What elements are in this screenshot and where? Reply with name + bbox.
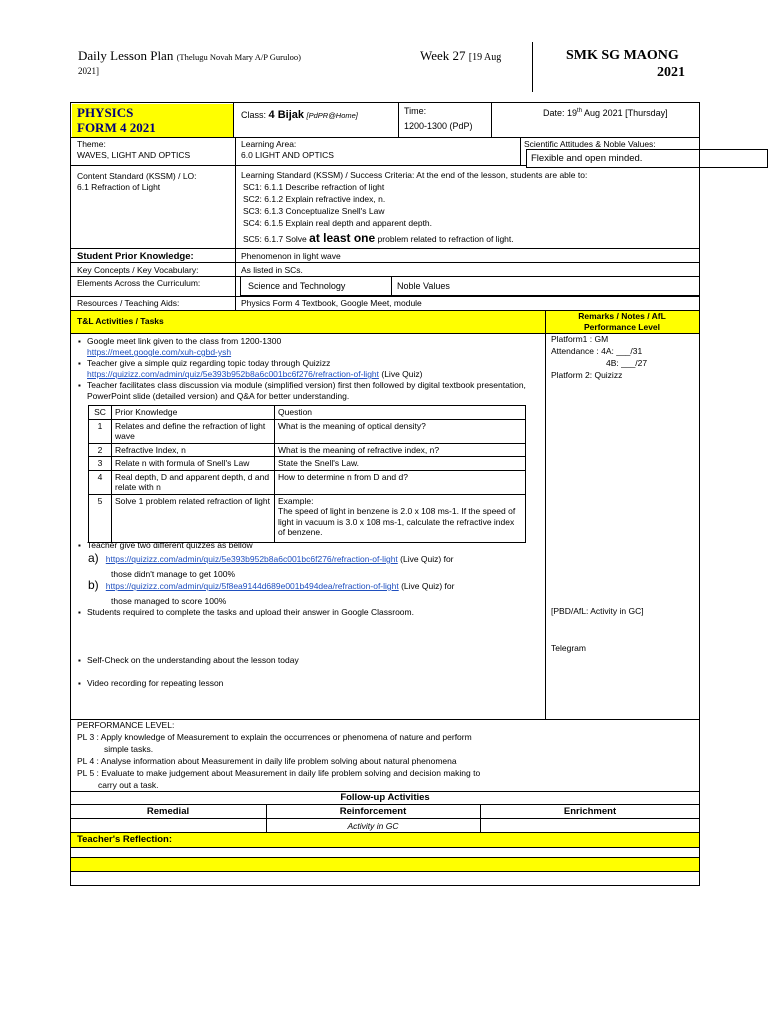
prior-knowledge-value: Phenomenon in light wave: [241, 251, 341, 261]
week-number: Week 27: [420, 48, 466, 63]
platform1: Platform1 : GM: [551, 334, 609, 344]
header-divider: [532, 42, 533, 92]
quiz-a-note: those didn't manage to get 100%: [111, 569, 236, 579]
telegram: Telegram: [551, 643, 586, 653]
attendance: Attendance : 4A: ___/31: [551, 346, 643, 356]
reinforcement-header: Reinforcement: [339, 806, 407, 817]
reflection-line-1: [71, 858, 699, 871]
followup-title: Follow-up Activities: [340, 792, 430, 803]
activity-video: ▪ Video recording for repeating lesson: [78, 678, 540, 689]
remedial-header: Remedial: [146, 806, 190, 817]
learning-std-label: Learning Standard (KSSM) / Success Criteria: At the end of the lesson, students are able to:: [241, 170, 588, 180]
sci-attitude-value: Flexible and open minded.: [531, 153, 643, 164]
quiz-link[interactable]: https://quizizz.com/admin/quiz/5e393b952b8a6c001bc6f276/refraction-of-light: [87, 369, 380, 379]
content-std-value: 6.1 Refraction of Light: [77, 182, 161, 192]
subject-form: FORM 4 2021: [77, 120, 156, 135]
week-date: [19 Aug: [468, 52, 502, 63]
pl3: PL 3 : Apply knowledge of Measurement to explain the occurrences or phenomena of nature and perform: [77, 732, 472, 742]
activity-list-bottom: [78, 607, 540, 618]
sc2: SC2: 6.1.2 Explain refractive index, n.: [243, 194, 386, 204]
class-label: Class:: [241, 110, 267, 120]
sc-table: [88, 405, 526, 543]
performance-label: PERFORMANCE LEVEL:: [77, 720, 175, 730]
theme-value: WAVES, LIGHT AND OPTICS: [77, 150, 191, 160]
resources-value: Physics Form 4 Textbook, Google Meet, module: [241, 298, 422, 308]
pl4: PL 4 : Analyse information about Measurement in daily life problem solving about natural phenomena: [77, 756, 457, 766]
lesson-date: Date: 19th Aug 2021 [Thursday]: [543, 108, 668, 118]
time-value: 1200-1300 (PdP): [404, 121, 473, 131]
remarks-header-1: Remarks / Notes / AfL: [578, 311, 666, 321]
quiz-a: a) https://quizizz.com/admin/quiz/5e393b952b8a6c001bc6f276/refraction-of-light (Live Quiz) for: [88, 551, 454, 565]
pbd-afl: [PBD/AfL: Activity in GC]: [551, 606, 644, 616]
table-row: 3 Relate n with formula of Snell's Law State the Snell's Law.: [89, 457, 526, 471]
attendance-4b: 4B: ___/27: [606, 358, 648, 368]
activity-list-top: [78, 336, 540, 402]
pl5: PL 5 : Evaluate to make judgement about Measurement in daily life problem solving and decision making to: [77, 768, 481, 778]
meet-link[interactable]: https://meet.google.com/xuh-cgbd-ysh: [87, 347, 232, 357]
class-mode: [PdPR@Home]: [306, 111, 358, 120]
sc4: SC4: 6.1.5 Explain real depth and apparent depth.: [243, 218, 433, 228]
activity-meet: ▪ Google meet link given to the class from 1200-1300 https://meet.google.com/xuh-cgbd-ysh: [78, 336, 540, 358]
pl5-cont: carry out a task.: [98, 780, 159, 790]
eac-value-1: Science and Technology: [248, 281, 346, 291]
school-name: SMK SG MAONG: [566, 48, 679, 63]
key-concepts-label: Key Concepts / Key Vocabulary:: [77, 265, 199, 275]
quiz-b-note: those managed to score 100%: [111, 596, 227, 606]
activity-quizzes: [78, 540, 540, 551]
activity-quiz: ▪ Teacher give a simple quiz regarding topic today through Quizizz https://quizizz.com/admin/quiz/5e393b952b8a6c001bc6f276/refraction-of-light (Live Quiz): [78, 358, 540, 380]
quiz-b: b) https://quizizz.com/admin/quiz/5f8ea9144d689e001b494dea/refraction-of-light (Live Quiz) for: [88, 578, 455, 592]
table-row: 1 Relates and define the refraction of light wave What is the meaning of optical density?: [89, 419, 526, 443]
area-value: 6.0 LIGHT AND OPTICS: [241, 150, 334, 160]
eac-value-2: Noble Values: [397, 281, 450, 291]
theme-label: Theme:: [77, 139, 106, 149]
activity-self-check: ▪ Self-Check on the understanding about the lesson today: [78, 655, 540, 666]
content-std-label: Content Standard (KSSM) / LO:: [77, 171, 197, 181]
teacher-name: (Thelugu Novah Mary A/P Guruloo): [176, 52, 301, 62]
pl3-cont: simple tasks.: [104, 744, 154, 754]
time-label: Time:: [404, 106, 427, 116]
quiz-b-link[interactable]: https://quizizz.com/admin/quiz/5f8ea9144d689e001b494dea/refraction-of-light: [105, 581, 399, 591]
resources-label: Resources / Teaching Aids:: [77, 298, 180, 308]
plan-year: 2021]: [78, 66, 99, 76]
quiz-a-link[interactable]: https://quizizz.com/admin/quiz/5e393b952b8a6c001bc6f276/refraction-of-light: [105, 554, 398, 564]
activities-title: T&L Activities / Tasks: [77, 316, 164, 326]
sc-table-header: SC Prior Knowledge Question: [89, 406, 526, 420]
activity-two-quizzes: ▪ Teacher give two different quizzes as bellow: [78, 540, 540, 551]
reinforcement-value: Activity in GC: [347, 821, 399, 831]
class-info: [241, 110, 358, 121]
table-row: 2 Refractive Index, n What is the meaning of refractive index, n?: [89, 443, 526, 457]
enrichment-header: Enrichment: [563, 806, 617, 817]
platform2: Platform 2: Quizizz: [551, 370, 623, 380]
sci-attitude-label: Scientific Attitudes & Noble Values:: [524, 139, 656, 149]
eac-label: Elements Across the Curriculum:: [77, 278, 201, 288]
class-value: 4 Bijak: [268, 109, 304, 121]
activity-upload: ▪ Students required to complete the tasks and upload their answer in Google Classroom.: [78, 607, 540, 618]
table-row: 5 Solve 1 problem related refraction of light Example: The speed of light in benzene is 2.0 x 108 ms-1. If the speed of light in vacuum is 3.0 x 108 ms-1, calculate the refractive index of benzene.: [89, 494, 526, 542]
subject-title: PHYSICS: [77, 105, 134, 120]
sc1: SC1: 6.1.1 Describe refraction of light: [243, 182, 385, 192]
remarks-header-2: Performance Level: [583, 322, 661, 332]
plan-title-line: [78, 48, 301, 64]
week-label: [420, 48, 501, 64]
sc3: SC3: 6.1.3 Conceptualize Snell's Law: [243, 206, 385, 216]
school-year: 2021: [657, 65, 685, 80]
table-row: 4 Real depth, D and apparent depth, d and relate with n How to determine n from D and d?: [89, 470, 526, 494]
area-label: Learning Area:: [241, 139, 297, 149]
key-concepts-value: As listed in SCs.: [241, 265, 303, 275]
reflection-title: Teacher's Reflection:: [77, 834, 172, 845]
activity-discussion: ▪ Teacher facilitates class discussion via module (simplified version) first then followed by digital textbook presentation, PowerPoint slide (detailed version) and Q&A for better understanding.: [78, 380, 540, 402]
plan-title: Daily Lesson Plan: [78, 48, 174, 63]
prior-knowledge-label: Student Prior Knowledge:: [77, 251, 194, 262]
sc5: SC5: 6.1.7 Solve at least one problem related to refraction of light.: [243, 231, 514, 245]
